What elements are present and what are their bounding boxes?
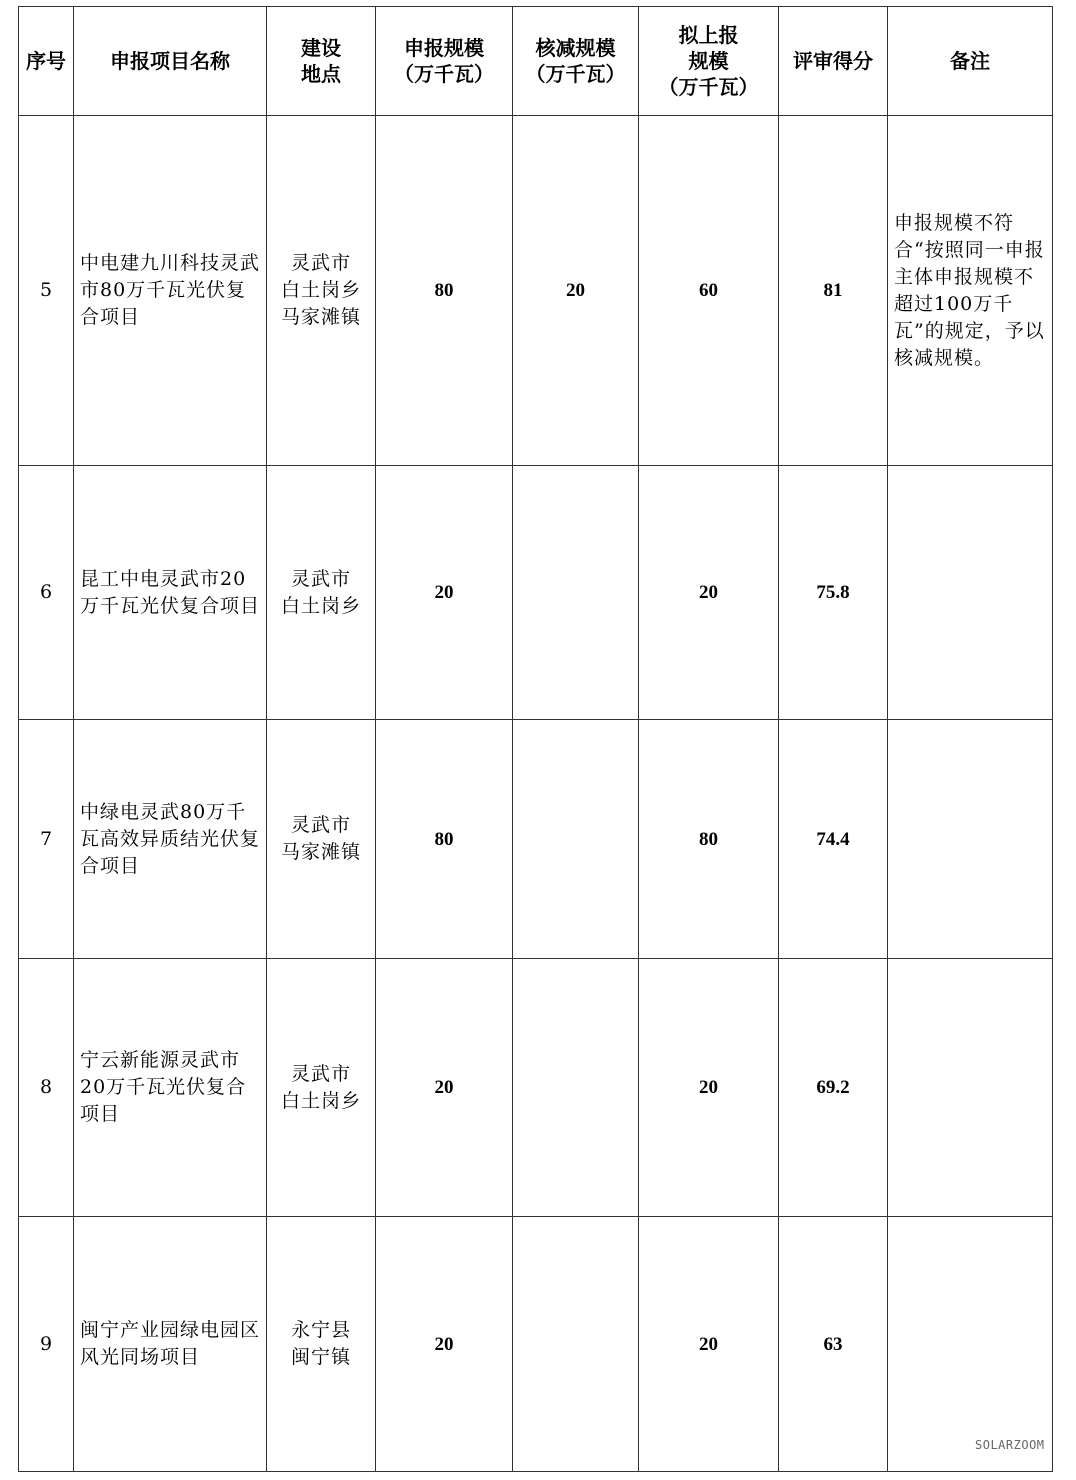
header-location: 建设 地点 bbox=[267, 7, 376, 116]
cell-location: 灵武市 白土岗乡 马家滩镇 bbox=[267, 116, 376, 466]
cell-declared: 20 bbox=[376, 466, 513, 720]
cell-name: 昆工中电灵武市20万千瓦光伏复合项目 bbox=[74, 466, 267, 720]
header-proposed: 拟上报 规模 （万千瓦） bbox=[639, 7, 779, 116]
cell-remark bbox=[888, 1217, 1053, 1472]
table-row bbox=[19, 116, 1053, 466]
cell-proposed: 60 bbox=[639, 116, 779, 466]
header-reduced: 核减规模 （万千瓦） bbox=[513, 7, 639, 116]
cell-declared: 20 bbox=[376, 1217, 513, 1472]
cell-remark bbox=[888, 720, 1053, 959]
header-row bbox=[19, 7, 1053, 116]
cell-seq: 6 bbox=[19, 466, 74, 720]
cell-proposed: 80 bbox=[639, 720, 779, 959]
cell-seq: 8 bbox=[19, 959, 74, 1217]
header-name: 申报项目名称 bbox=[74, 7, 267, 116]
table-row bbox=[19, 1217, 1053, 1472]
cell-location: 永宁县 闽宁镇 bbox=[267, 1217, 376, 1472]
cell-remark bbox=[888, 466, 1053, 720]
cell-location: 灵武市 马家滩镇 bbox=[267, 720, 376, 959]
cell-reduced bbox=[513, 720, 639, 959]
header-score: 评审得分 bbox=[779, 7, 888, 116]
cell-reduced bbox=[513, 1217, 639, 1472]
cell-name: 宁云新能源灵武市20万千瓦光伏复合项目 bbox=[74, 959, 267, 1217]
cell-score: 69.2 bbox=[779, 959, 888, 1217]
cell-proposed: 20 bbox=[639, 959, 779, 1217]
header-remark: 备注 bbox=[888, 7, 1053, 116]
watermark-text: SOLARZOOM bbox=[975, 1438, 1045, 1452]
table-row bbox=[19, 720, 1053, 959]
cell-declared: 20 bbox=[376, 959, 513, 1217]
cell-name: 中电建九川科技灵武市80万千瓦光伏复合项目 bbox=[74, 116, 267, 466]
cell-score: 63 bbox=[779, 1217, 888, 1472]
cell-location: 灵武市 白土岗乡 bbox=[267, 466, 376, 720]
cell-seq: 7 bbox=[19, 720, 74, 959]
header-declared: 申报规模 （万千瓦） bbox=[376, 7, 513, 116]
cell-name: 闽宁产业园绿电园区风光同场项目 bbox=[74, 1217, 267, 1472]
cell-proposed: 20 bbox=[639, 1217, 779, 1472]
cell-reduced bbox=[513, 466, 639, 720]
cell-reduced bbox=[513, 959, 639, 1217]
cell-location: 灵武市 白土岗乡 bbox=[267, 959, 376, 1217]
cell-declared: 80 bbox=[376, 116, 513, 466]
header-seq: 序号 bbox=[19, 7, 74, 116]
table-row bbox=[19, 466, 1053, 720]
cell-proposed: 20 bbox=[639, 466, 779, 720]
table-row bbox=[19, 959, 1053, 1217]
cell-remark: 申报规模不符合“按照同一申报主体申报规模不超过100万千瓦”的规定，予以核减规模。 bbox=[888, 116, 1053, 466]
cell-remark bbox=[888, 959, 1053, 1217]
cell-score: 75.8 bbox=[779, 466, 888, 720]
cell-score: 81 bbox=[779, 116, 888, 466]
cell-seq: 5 bbox=[19, 116, 74, 466]
cell-name: 中绿电灵武80万千瓦高效异质结光伏复合项目 bbox=[74, 720, 267, 959]
cell-score: 74.4 bbox=[779, 720, 888, 959]
cell-reduced: 20 bbox=[513, 116, 639, 466]
project-table bbox=[18, 6, 1053, 1472]
cell-declared: 80 bbox=[376, 720, 513, 959]
cell-seq: 9 bbox=[19, 1217, 74, 1472]
